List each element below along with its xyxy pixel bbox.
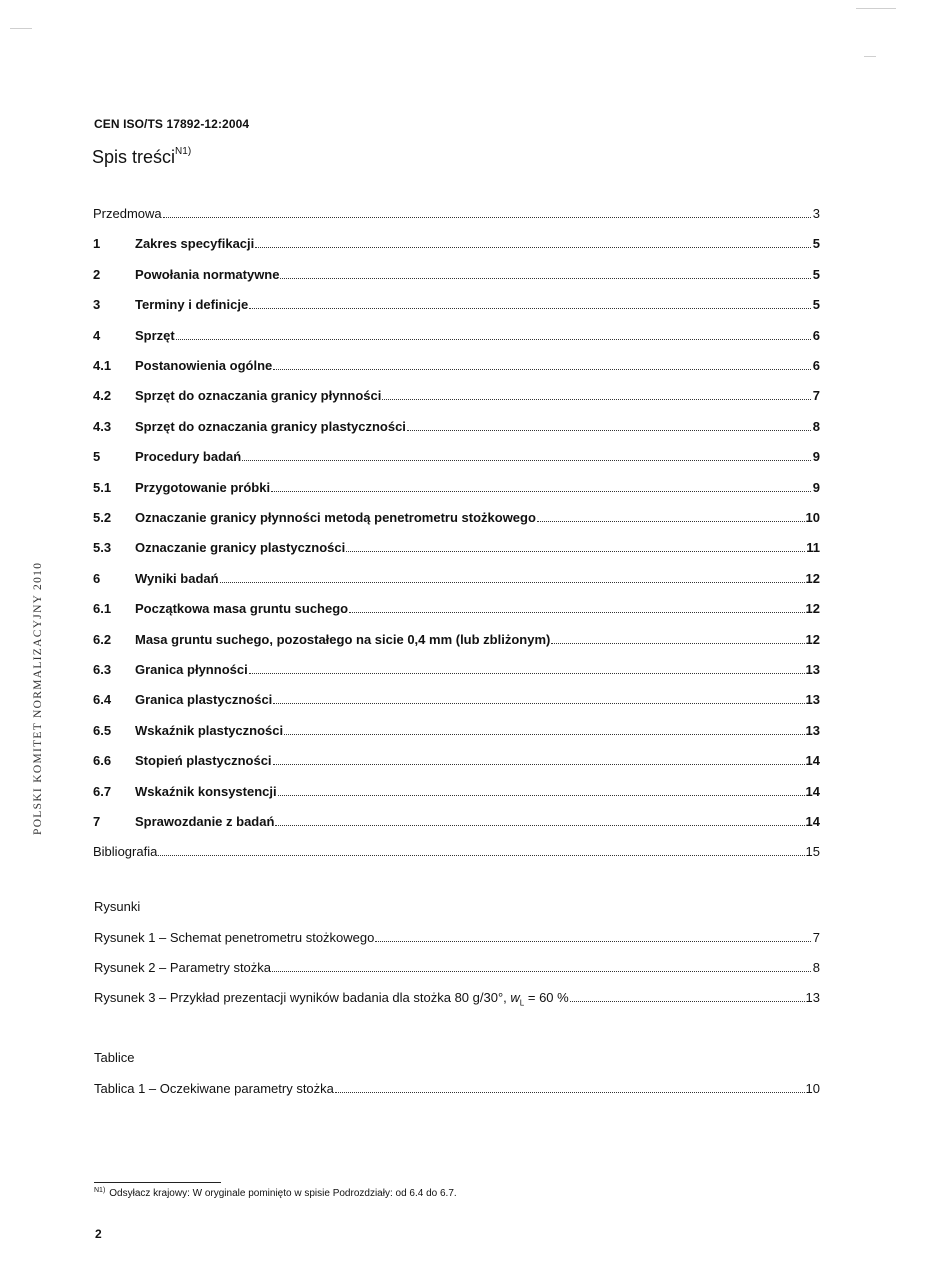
toc-entry-number: 6.6 (93, 753, 112, 768)
dot-leader (280, 266, 811, 279)
toc-entry-number: 6 (93, 571, 101, 586)
dot-leader (278, 783, 805, 796)
figure-entry[interactable] (94, 959, 820, 977)
toc-entry-title: Granica płynności (135, 662, 248, 677)
toc-entry[interactable] (93, 235, 820, 253)
toc-entry-number: 6.4 (93, 692, 112, 707)
toc-entry-title: Wskaźnik plastyczności (135, 723, 284, 738)
toc-entry[interactable] (93, 509, 820, 527)
table-title: Tablica 1 – Oczekiwane parametry stożka (94, 1081, 334, 1096)
scan-artifact (856, 8, 896, 9)
toc-entry-page: 9 (812, 449, 820, 464)
toc-entry-title: Sprawozdanie z badań (135, 814, 275, 829)
toc-entry-number: 5.3 (93, 540, 112, 555)
toc-entry-page: 14 (805, 753, 820, 768)
figure-title-end: = 60 % (527, 990, 569, 1005)
toc-entry-number: 5 (93, 449, 101, 464)
toc-entry-page: 6 (812, 328, 820, 343)
dot-leader (335, 1080, 805, 1093)
liquid-limit-subscript: L (519, 998, 525, 1008)
toc-entry-title: Przedmowa (93, 206, 162, 221)
toc-entry-number: 4.2 (93, 388, 112, 403)
tables-heading: Tablice (94, 1050, 135, 1065)
toc-entry-title: Oznaczanie granicy plastyczności (135, 540, 346, 555)
toc-entry-page: 12 (805, 571, 820, 586)
toc-entry-title: Stopień plastyczności (135, 753, 272, 768)
footnote-text: Odsyłacz krajowy: W oryginale pominięto w spisie Podrozdziały: od 6.4 do 6.7. (109, 1188, 457, 1199)
toc-entry-page: 14 (805, 814, 820, 829)
toc-entry[interactable] (93, 296, 820, 314)
toc-entry-title: Wskaźnik konsystencji (135, 784, 277, 799)
page-title (92, 147, 191, 168)
toc-entry-page: 5 (812, 297, 820, 312)
dot-leader (255, 235, 811, 248)
dot-leader (349, 600, 804, 613)
figure-page: 8 (812, 960, 820, 975)
toc-entry-title: Oznaczanie granicy płynności metodą penetrometru stożkowego (135, 510, 536, 525)
figure-title: Rysunek 2 – Parametry stożka (94, 960, 272, 975)
toc-entry-page: 6 (812, 358, 820, 373)
toc-entry-title: Postanowienia ogólne (135, 358, 273, 373)
toc-entry[interactable] (93, 479, 820, 497)
toc-entry[interactable] (93, 387, 820, 405)
dot-leader (249, 296, 811, 309)
figure-entry[interactable] (94, 989, 820, 1007)
dot-leader (272, 959, 811, 972)
toc-entry-page: 13 (805, 692, 820, 707)
toc-entry-title: Sprzęt (135, 328, 175, 343)
dot-leader (242, 448, 811, 461)
dot-leader (375, 929, 811, 942)
toc-entry-page: 11 (806, 540, 820, 555)
dot-leader (220, 570, 805, 583)
toc-entry-title: Zakres specyfikacji (135, 236, 255, 251)
toc-entry-number: 6.7 (93, 784, 112, 799)
toc-entry-number: 1 (93, 236, 101, 251)
figure-page: 13 (805, 990, 820, 1005)
toc-entry-title: Granica plastyczności (135, 692, 273, 707)
toc-entry-number: 4 (93, 328, 101, 343)
toc-entry-title: Bibliografia (93, 844, 158, 859)
dot-leader (537, 509, 805, 522)
toc-entry[interactable] (93, 752, 820, 770)
side-watermark: POLSKI KOMITET NORMALIZACYJNY 2010 (32, 561, 44, 835)
toc-entry-page: 5 (812, 236, 820, 251)
figure-title: Rysunek 1 – Schemat penetrometru stożkowego (94, 930, 375, 945)
toc-entry[interactable] (93, 843, 820, 861)
document-code: CEN ISO/TS 17892-12:2004 (94, 117, 250, 131)
toc-entry-page: 10 (805, 510, 820, 525)
dot-leader (382, 387, 811, 400)
toc-entry-number: 7 (93, 814, 101, 829)
dot-leader (551, 631, 804, 644)
figure-page: 7 (812, 930, 820, 945)
dot-leader (273, 691, 804, 704)
toc-entry-title: Procedury badań (135, 449, 242, 464)
toc-entry[interactable] (93, 327, 820, 345)
footnote-divider (94, 1182, 221, 1183)
footnote-marker: N1) (94, 1186, 106, 1194)
toc-entry[interactable] (93, 691, 820, 709)
dot-leader (570, 989, 805, 1002)
toc-entry[interactable] (93, 570, 820, 588)
toc-entry[interactable] (93, 418, 820, 436)
toc-entry-number: 3 (93, 297, 101, 312)
figure-title-start: Rysunek 3 – Przykład prezentacji wyników badania dla stożka 80 g/30°, (94, 990, 507, 1005)
toc-entry-title: Powołania normatywne (135, 267, 280, 282)
scan-artifact (10, 28, 32, 29)
toc-entry-number: 5.2 (93, 510, 112, 525)
toc-entry-page: 12 (805, 601, 820, 616)
dot-leader (273, 752, 805, 765)
toc-entry[interactable] (93, 813, 820, 831)
figure-title (94, 989, 569, 1013)
page-number: 2 (95, 1227, 102, 1241)
toc-entry-page: 13 (805, 723, 820, 738)
figure-entry[interactable] (94, 929, 820, 947)
toc-entry-title: Sprzęt do oznaczania granicy plastyczności (135, 419, 406, 434)
toc-entry-page: 13 (805, 662, 820, 677)
toc-entry-title: Sprzęt do oznaczania granicy płynności (135, 388, 382, 403)
toc-entry-page: 3 (812, 206, 820, 221)
dot-leader (346, 539, 805, 552)
title-note-marker: N1) (175, 146, 192, 157)
toc-entry-title: Masa gruntu suchego, pozostałego na sicie 0,4 mm (lub zbliżonym) (135, 632, 551, 647)
dot-leader (163, 205, 811, 218)
liquid-limit-symbol: w (510, 990, 520, 1005)
toc-entry-page: 15 (805, 844, 820, 859)
dot-leader (249, 661, 805, 674)
toc-entry-page: 12 (805, 632, 820, 647)
dot-leader (275, 813, 804, 826)
scan-artifact (864, 56, 876, 57)
toc-entry-number: 2 (93, 267, 101, 282)
toc-entry-title: Wyniki badań (135, 571, 219, 586)
toc-entry-number: 4.1 (93, 358, 112, 373)
toc-entry-number: 6.3 (93, 662, 112, 677)
toc-entry[interactable] (93, 661, 820, 679)
toc-entry[interactable] (93, 783, 820, 801)
dot-leader (284, 722, 804, 735)
toc-entry-page: 7 (812, 388, 820, 403)
toc-entry[interactable] (93, 205, 820, 223)
toc-entry[interactable] (93, 539, 820, 557)
toc-entry-number: 6.5 (93, 723, 112, 738)
toc-entry-number: 6.2 (93, 632, 112, 647)
table-page: 10 (805, 1081, 820, 1096)
toc-entry-page: 5 (812, 267, 820, 282)
title-text: Spis treści (92, 147, 176, 167)
toc-entry-title: Terminy i definicje (135, 297, 249, 312)
footnote (94, 1188, 457, 1199)
dot-leader (271, 479, 811, 492)
toc-entry-number: 6.1 (93, 601, 112, 616)
toc-entry-page: 9 (812, 480, 820, 495)
toc-entry[interactable] (93, 266, 820, 284)
toc-entry[interactable] (93, 357, 820, 375)
figures-heading: Rysunki (94, 899, 141, 914)
toc-entry-page: 14 (805, 784, 820, 799)
toc-entry[interactable] (93, 722, 820, 740)
toc-entry-title: Przygotowanie próbki (135, 480, 271, 495)
toc-entry-number: 4.3 (93, 419, 112, 434)
toc-entry[interactable] (93, 448, 820, 466)
toc-entry-number: 5.1 (93, 480, 112, 495)
toc-entry[interactable] (93, 631, 820, 649)
toc-entry[interactable] (93, 600, 820, 618)
dot-leader (176, 327, 811, 340)
toc-entry-page: 8 (812, 419, 820, 434)
dot-leader (407, 418, 811, 431)
dot-leader (273, 357, 811, 370)
table-entry[interactable] (94, 1080, 820, 1098)
dot-leader (158, 843, 804, 856)
toc-entry-title: Początkowa masa gruntu suchego (135, 601, 349, 616)
